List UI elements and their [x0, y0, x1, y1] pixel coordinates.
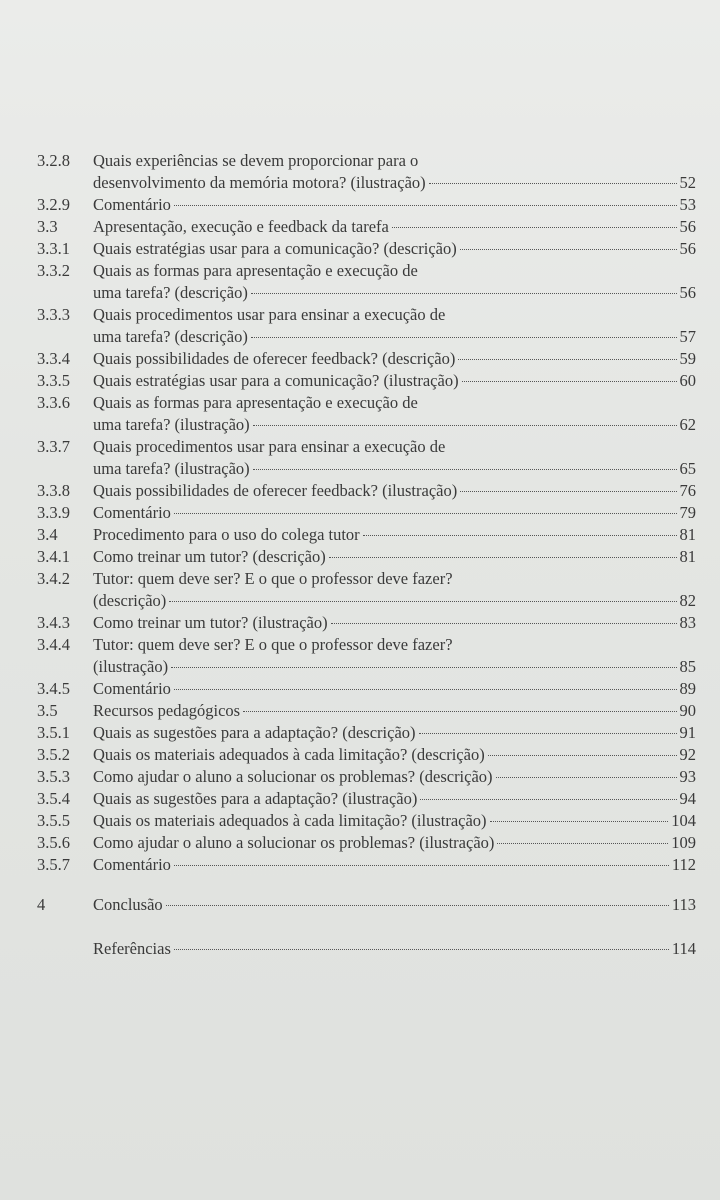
dot-leader	[363, 535, 677, 536]
toc-entry-number: 3.5.7	[37, 855, 70, 874]
toc-entry-title: uma tarefa? (ilustração)	[93, 459, 250, 478]
dot-leader	[253, 425, 677, 426]
toc-entry-title: uma tarefa? (descrição)	[93, 327, 248, 346]
toc-entry-number: 3.3.6	[37, 393, 70, 412]
toc-page-number: 81	[679, 547, 696, 566]
toc-page-number: 109	[671, 833, 696, 852]
toc-entry-title: Comentário	[93, 679, 171, 698]
dot-leader	[174, 949, 669, 950]
dot-leader	[460, 249, 677, 250]
dot-leader	[174, 689, 677, 690]
toc-entry-number: 3.5	[37, 701, 58, 720]
toc-entry-number: 3.4	[37, 525, 58, 544]
toc-page-number: 56	[679, 217, 696, 236]
toc-entry	[0, 524, 720, 546]
toc-entry-title: Recursos pedagógicos	[93, 701, 241, 720]
toc-entry-title: (ilustração)	[93, 657, 169, 676]
dot-leader	[497, 843, 668, 844]
toc-entry-title: Como treinar um tutor? (ilustração)	[93, 613, 328, 632]
toc-page-number: 89	[679, 679, 696, 698]
toc-entry	[0, 722, 720, 744]
toc-entry	[0, 810, 720, 832]
toc-entry-number: 3.4.3	[37, 613, 70, 632]
toc-entry	[0, 436, 720, 480]
dot-leader	[174, 865, 669, 866]
toc-page-number: 91	[679, 723, 696, 742]
toc-entry-title-line1: Tutor: quem deve ser? E o que o professor deve fazer?	[93, 569, 453, 588]
toc-entry-number: 4	[37, 895, 46, 914]
toc-page-number: 52	[679, 173, 696, 192]
toc-entry	[0, 832, 720, 854]
toc-entry-title: Como ajudar o aluno a solucionar os problemas? (ilustração)	[93, 833, 495, 852]
toc-entry	[0, 766, 720, 788]
toc-page-number: 83	[679, 613, 696, 632]
toc-entry-number: 3.3.8	[37, 481, 70, 500]
toc-entry-title: Quais estratégias usar para a comunicação? (descrição)	[93, 239, 457, 258]
toc-entry-title: Quais possibilidades de oferecer feedback? (descrição)	[93, 349, 456, 368]
toc-entry-title-line1: Quais experiências se devem proporcionar para o	[93, 151, 419, 170]
toc-entry	[0, 612, 720, 634]
toc-entry-number: 3.4.4	[37, 635, 70, 654]
toc-entry-number: 3.3.4	[37, 349, 70, 368]
toc-entry-number: 3.5.1	[37, 723, 70, 742]
toc-page-number: 81	[679, 525, 696, 544]
dot-leader	[251, 293, 677, 294]
toc-page-number: 104	[671, 811, 696, 830]
toc-entry-number: 3.3	[37, 217, 58, 236]
toc-entry-title: Como ajudar o aluno a solucionar os problemas? (descrição)	[93, 767, 493, 786]
toc-entry	[0, 938, 720, 960]
toc-entry-number: 3.2.9	[37, 195, 70, 214]
toc-entry-number: 3.5.2	[37, 745, 70, 764]
toc-entry-number: 3.3.9	[37, 503, 70, 522]
toc-entry	[0, 348, 720, 370]
toc-entry-number: 3.5.6	[37, 833, 70, 852]
toc-entry-title: Quais as sugestões para a adaptação? (ilustração)	[93, 789, 418, 808]
toc-page-number: 76	[679, 481, 696, 500]
toc-entry	[0, 304, 720, 348]
toc-entry	[0, 634, 720, 678]
toc-page-number: 82	[679, 591, 696, 610]
toc-page-number: 59	[679, 349, 696, 368]
table-of-contents	[0, 150, 720, 960]
toc-entry-number: 3.5.5	[37, 811, 70, 830]
toc-page-number: 92	[679, 745, 696, 764]
toc-page-number: 113	[671, 895, 696, 914]
toc-page-number: 57	[679, 327, 696, 346]
toc-entry-title: Referências	[93, 939, 171, 958]
dot-leader	[392, 227, 677, 228]
toc-entry-title: Como treinar um tutor? (descrição)	[93, 547, 326, 566]
toc-page-number: 114	[671, 939, 696, 958]
dot-leader	[331, 623, 677, 624]
dot-leader	[490, 821, 669, 822]
dot-leader	[420, 799, 676, 800]
toc-entry	[0, 788, 720, 810]
toc-page-number: 53	[679, 195, 696, 214]
toc-entry-title: Quais os materiais adequados à cada limitação? (ilustração)	[93, 811, 487, 830]
toc-entry-title: (descrição)	[93, 591, 167, 610]
toc-page-number: 65	[679, 459, 696, 478]
toc-page-number: 90	[679, 701, 696, 720]
dot-leader	[253, 469, 677, 470]
toc-entry	[0, 392, 720, 436]
toc-entry-title-line1: Tutor: quem deve ser? E o que o professor deve fazer?	[93, 635, 453, 654]
toc-entry-title: Comentário	[93, 855, 171, 874]
dot-leader	[174, 205, 677, 206]
dot-leader	[169, 601, 676, 602]
toc-entry	[0, 260, 720, 304]
toc-entry-number: 3.4.2	[37, 569, 70, 588]
toc-page-number: 94	[679, 789, 696, 808]
toc-entry-title: Quais as sugestões para a adaptação? (descrição)	[93, 723, 416, 742]
toc-entry-title: Comentário	[93, 195, 171, 214]
toc-entry-title: Procedimento para o uso do colega tutor	[93, 525, 360, 544]
toc-entry-number: 3.3.1	[37, 239, 70, 258]
toc-entry-title: uma tarefa? (ilustração)	[93, 415, 250, 434]
toc-entry-number: 3.4.1	[37, 547, 70, 566]
dot-leader	[166, 905, 669, 906]
toc-page-number: 85	[679, 657, 696, 676]
toc-page-number: 62	[679, 415, 696, 434]
toc-entry	[0, 678, 720, 700]
toc-entry	[0, 854, 720, 876]
dot-leader	[488, 755, 677, 756]
toc-entry	[0, 150, 720, 194]
toc-entry-number: 3.3.2	[37, 261, 70, 280]
toc-entry	[0, 502, 720, 524]
dot-leader	[429, 183, 677, 184]
toc-entry	[0, 894, 720, 916]
toc-entry-title: Quais estratégias usar para a comunicação? (ilustração)	[93, 371, 459, 390]
toc-page-number: 56	[679, 283, 696, 302]
toc-entry-title: uma tarefa? (descrição)	[93, 283, 248, 302]
toc-page-number: 112	[671, 855, 696, 874]
toc-entry-number: 3.2.8	[37, 151, 70, 170]
dot-leader	[419, 733, 677, 734]
toc-entry	[0, 194, 720, 216]
toc-page-number: 79	[679, 503, 696, 522]
toc-entry-number: 3.4.5	[37, 679, 70, 698]
dot-leader	[243, 711, 676, 712]
dot-leader	[329, 557, 677, 558]
toc-entry-number: 3.5.3	[37, 767, 70, 786]
toc-entry	[0, 480, 720, 502]
toc-entry	[0, 568, 720, 612]
toc-entry-title: Apresentação, execução e feedback da tarefa	[93, 217, 389, 236]
toc-page-number: 60	[679, 371, 696, 390]
toc-entry-number: 3.3.7	[37, 437, 70, 456]
toc-entry	[0, 744, 720, 766]
toc-entry-title: desenvolvimento da memória motora? (ilustração)	[93, 173, 426, 192]
toc-entry-number: 3.3.5	[37, 371, 70, 390]
toc-entry	[0, 546, 720, 568]
toc-entry-title-line1: Quais procedimentos usar para ensinar a execução de	[93, 305, 446, 324]
dot-leader	[496, 777, 677, 778]
toc-entry-number: 3.3.3	[37, 305, 70, 324]
dot-leader	[462, 381, 677, 382]
dot-leader	[174, 513, 677, 514]
toc-page-number: 56	[679, 239, 696, 258]
toc-entry	[0, 216, 720, 238]
dot-leader	[251, 337, 677, 338]
toc-entry-number: 3.5.4	[37, 789, 70, 808]
toc-page-number: 93	[679, 767, 696, 786]
toc-entry-title-line1: Quais as formas para apresentação e execução de	[93, 261, 418, 280]
dot-leader	[460, 491, 676, 492]
toc-entry-title-line1: Quais procedimentos usar para ensinar a execução de	[93, 437, 446, 456]
toc-entry-title: Quais possibilidades de oferecer feedback? (ilustração)	[93, 481, 458, 500]
toc-entry	[0, 700, 720, 722]
toc-entry-title: Comentário	[93, 503, 171, 522]
toc-entry-title-line1: Quais as formas para apresentação e execução de	[93, 393, 418, 412]
dot-leader	[458, 359, 676, 360]
toc-entry	[0, 238, 720, 260]
toc-entry-title: Quais os materiais adequados à cada limitação? (descrição)	[93, 745, 485, 764]
dot-leader	[171, 667, 676, 668]
toc-entry-title: Conclusão	[93, 895, 163, 914]
toc-entry	[0, 370, 720, 392]
